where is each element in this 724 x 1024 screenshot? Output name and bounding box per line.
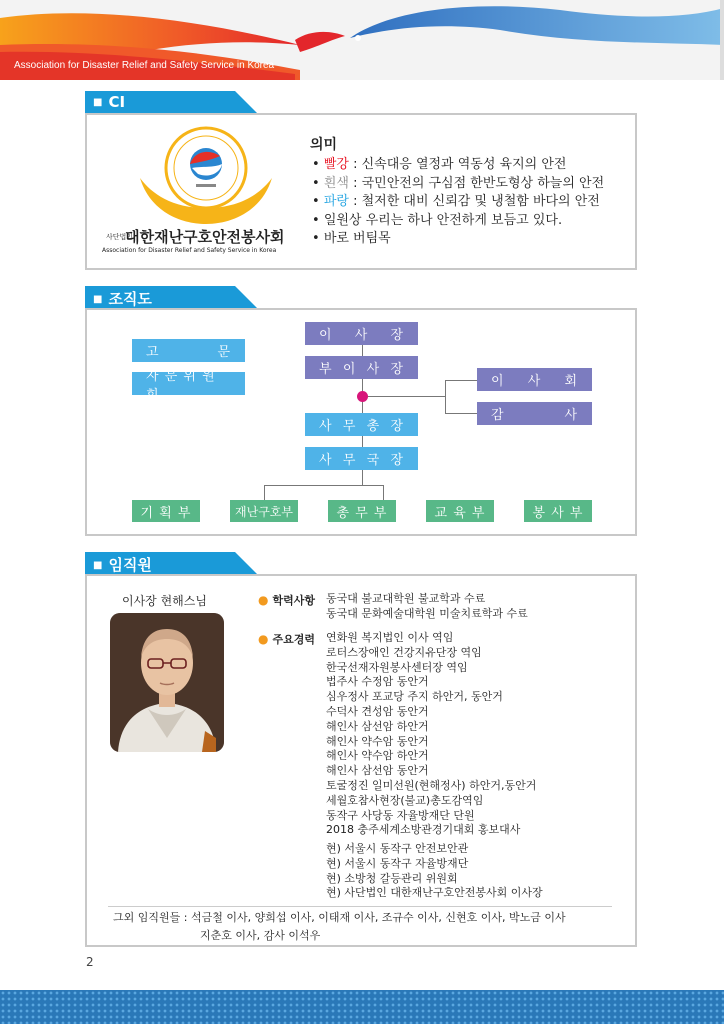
org-tab-label: 조직도 [108, 290, 152, 308]
org-line-bracket [445, 380, 446, 414]
current-position-item: 현) 소방청 갈등관리 위원회 [326, 871, 458, 885]
ci-section-tab: ■ CI [85, 91, 257, 113]
career-item: 한국선재자원봉사센터장 역임 [326, 660, 468, 674]
org-dept-planning: 기 획 부 [132, 500, 200, 522]
page-number: 2 [86, 955, 94, 969]
org-dept-service: 봉 사 부 [524, 500, 592, 522]
career-item: 해인사 약수암 동안거 [326, 734, 429, 748]
education-list [326, 592, 528, 622]
staff-tab-label: 임직원 [108, 556, 152, 574]
org-dept-relief: 재난구호부 [230, 500, 298, 522]
org-dept-general-affairs: 총 무 부 [328, 500, 396, 522]
portrait-photo [110, 613, 224, 752]
meaning-item: • 빨강 : 신속대응 열정과 역동성 육지의 안전 [312, 157, 567, 172]
meaning-item: • 일원상 우리는 하나 안전하게 보듬고 있다. [312, 212, 563, 228]
other-staff-line1: 그외 임직원들 : 석금철 이사, 양희섭 이사, 이태재 이사, 조규수 이사, 신현호 이사, 박노금 이사 [113, 911, 566, 924]
current-position-item: 현) 사단법인 대한재난구호안전봉사회 이사장 [326, 886, 543, 900]
org-box-secretariat-head: 사 무 국 장 [305, 447, 418, 470]
education-item: 동국대 문화예술대학원 미술치료학과 수료 [326, 606, 528, 620]
staff-divider [108, 906, 612, 907]
current-position-item: 현) 서울시 동작구 자율방재단 [326, 856, 469, 870]
org-box-advisory-committee: 자 문 위 원 회 [132, 372, 245, 395]
other-staff-line2: 지춘호 이사, 감사 이석우 [200, 929, 321, 942]
org-line-dept-bar [264, 485, 384, 486]
meaning-item: • 흰색 : 국민안전의 구심점 한반도형상 하늘의 안전 [312, 175, 605, 191]
meaning-title: 의미 [310, 137, 338, 153]
org-line-down [362, 470, 363, 485]
career-item: 연화원 복지법인 이사 역임 [326, 631, 454, 644]
org-line-auditor [445, 413, 477, 414]
meaning-item: • 바로 버팀목 [312, 231, 391, 246]
org-junction-dot [357, 391, 368, 402]
education-label: ● 학력사항 [258, 593, 315, 607]
header-org-english: Association for Disaster Relief and Safety Service in Korea [14, 60, 275, 71]
ci-tab-label: CI [108, 93, 126, 111]
career-item: 2018 충주세계소방관경기대회 홍보대사 [326, 823, 521, 837]
org-box-board: 이 사 회 [477, 368, 592, 391]
org-line-dept-a [264, 485, 265, 500]
career-label: ● 주요경력 [258, 632, 315, 646]
career-item: 해인사 약수암 하안거 [326, 749, 429, 763]
header-banner [0, 0, 724, 80]
org-line-board [445, 380, 477, 381]
org-box-vice-chairman: 부 이 사 장 [305, 356, 418, 379]
career-item: 세월호참사현장(불교)총도감역임 [326, 793, 484, 807]
meaning-item: • 파랑 : 철저한 대비 신뢰감 및 냉철함 바다의 안전 [312, 194, 600, 209]
career-item: 심우정사 포교당 주지 하안거, 동안거 [326, 690, 503, 704]
org-box-auditor: 감 사 [477, 402, 592, 425]
org-section-tab: ■ 조직도 [85, 286, 257, 308]
career-item: 수덕사 견성암 동안거 [326, 704, 429, 718]
ci-emblem-icon [120, 116, 292, 224]
career-item: 해인사 삼선암 동안거 [326, 764, 429, 778]
org-box-chairman: 이 사 장 [305, 322, 418, 345]
meaning-list [312, 156, 604, 249]
current-position-item: 현) 서울시 동작구 안전보안관 [326, 842, 469, 855]
org-box-advisor: 고 문 [132, 339, 245, 362]
logo-org-name: 대한재난구호안전봉사회 [125, 228, 285, 246]
person-name: 이사장 현해스님 [122, 594, 207, 608]
education-item: 동국대 불교대학원 불교학과 수료 [326, 592, 486, 605]
career-item: 동작구 사당동 자율방재단 단원 [326, 808, 475, 822]
ci-logo [102, 116, 292, 256]
current-positions-list [326, 842, 543, 901]
career-item: 로터스장애인 건강지유단장 역임 [326, 645, 482, 659]
footer-band [0, 990, 724, 1024]
org-line-dept-b [383, 485, 384, 500]
career-item: 해인사 삼선암 하안거 [326, 719, 429, 733]
org-box-secretary-general: 사 무 총 장 [305, 413, 418, 436]
career-item: 법주사 수정암 동안거 [326, 675, 429, 689]
staff-section-tab: ■ 임직원 [85, 552, 257, 574]
logo-small-prefix: 사단법인 [106, 232, 134, 241]
org-line-branch [362, 396, 446, 397]
career-item: 토굴정진 일미선원(현해정사) 하안거,동안거 [326, 778, 537, 792]
org-dept-education: 교 육 부 [426, 500, 494, 522]
career-list [326, 631, 536, 838]
logo-org-english: Association for Disaster Relief and Safety Service in Korea [102, 247, 277, 254]
